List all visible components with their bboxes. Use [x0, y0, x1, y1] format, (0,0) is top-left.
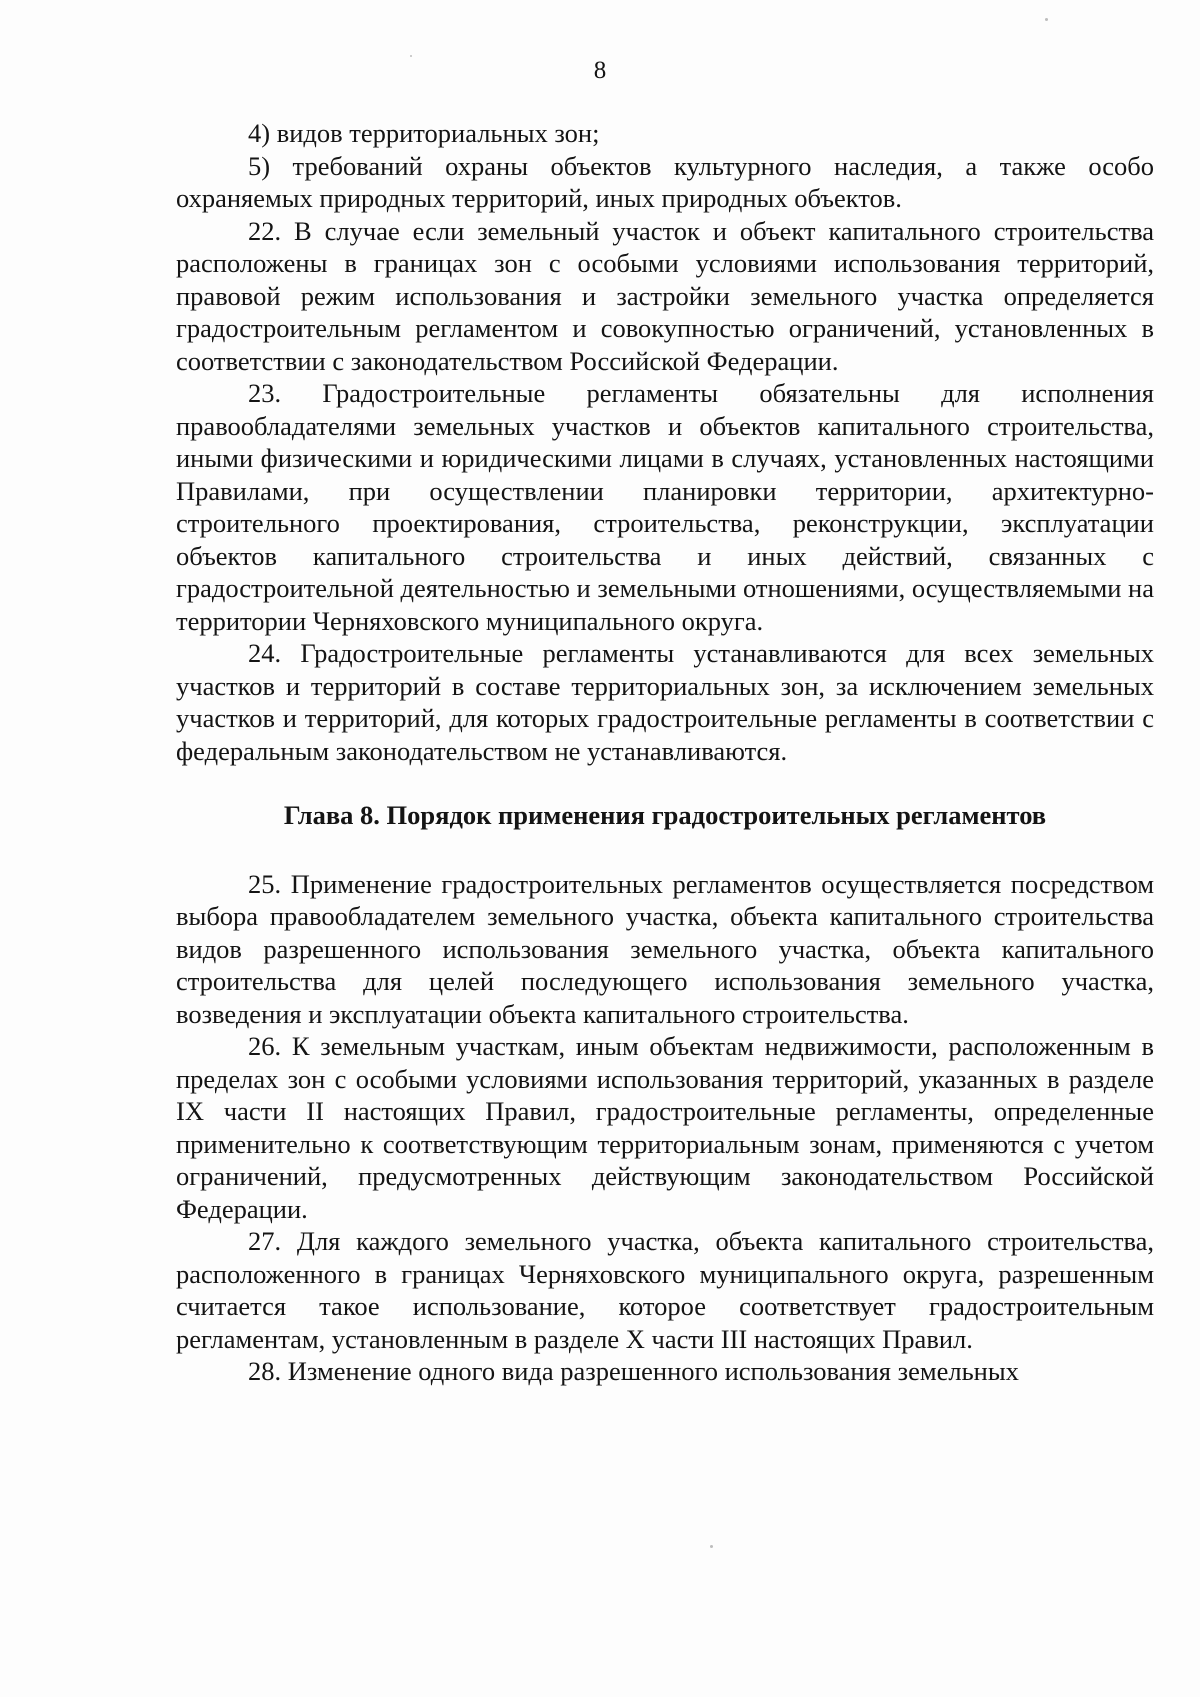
paragraph-27: 27. Для каждого земельного участка, объекта капитального строительства, расположенного в границах Черняховского муниципального округа, разрешенным считается такое использование, которое соответствует градостроительным регламентам, установленным в разделе X части III настоящих Правил.	[176, 1226, 1154, 1354]
paragraph-25: 25. Применение градостроительных регламентов осуществляется посредством выбора правообладателем земельного участка, объекта капитального строительства видов разрешенного использования земельного участка, объекта капитального строительства для целей последующего использования земельного участка, возведения и эксплуатации объекта капитального строительства.	[176, 868, 1154, 1029]
paragraph-item-4: 4) видов территориальных зон;	[248, 118, 600, 148]
paragraph-28: 28. Изменение одного вида разрешенного использования земельных	[248, 1356, 1019, 1386]
document-body	[176, 117, 1154, 1388]
scan-speck	[710, 1545, 713, 1548]
paragraph-26: 26. К земельным участкам, иным объектам недвижимости, расположенным в пределах зон с особыми условиями использования территорий, указанных в разделе IX части II настоящих Правил, градостроительные регламенты, определенные применительно к соответствующим территориальным зонам, применяются с учетом ограничений, предусмотренных действующим законодательством Российской Федерации.	[176, 1031, 1154, 1224]
paragraph-22: 22. В случае если земельный участок и объект капитального строительства расположены в границах зон с особыми условиями использования территорий, правовой режим использования и застройки земельного участка определяется градостроительным регламентом и совокупностью ограничений, установленных в соответствии с законодательством Российской Федерации.	[176, 215, 1154, 376]
page-number: 8	[593, 57, 607, 84]
chapter-heading: Глава 8. Порядок применения градостроительных регламентов	[283, 800, 1047, 830]
scan-speck	[1045, 18, 1048, 21]
paragraph-23: 23. Градостроительные регламенты обязательны для исполнения правообладателями земельных участков и объектов капитального строительства, иными физическими и юридическими лицами в случаях, установленных настоящими Правилами, при осуществлении планировки территории, архитектурно-строительного проектирования, строительства, реконструкции, эксплуатации объектов капитального строительства и иных действий, связанных с градостроительной деятельностью и земельными отношениями, осуществляемыми на территории Черняховского муниципального округа.	[176, 378, 1154, 636]
scan-speck	[410, 55, 412, 57]
paragraph-item-5: 5) требований охраны объектов культурного наследия, а также особо охраняемых природных территорий, иных природных объектов.	[176, 150, 1154, 213]
paragraph-24: 24. Градостроительные регламенты устанавливаются для всех земельных участков и территорий в составе территориальных зон, за исключением земельных участков и территорий, для которых градостроительные регламенты в соответствии с федеральным законодательством не устанавливаются.	[176, 638, 1154, 766]
